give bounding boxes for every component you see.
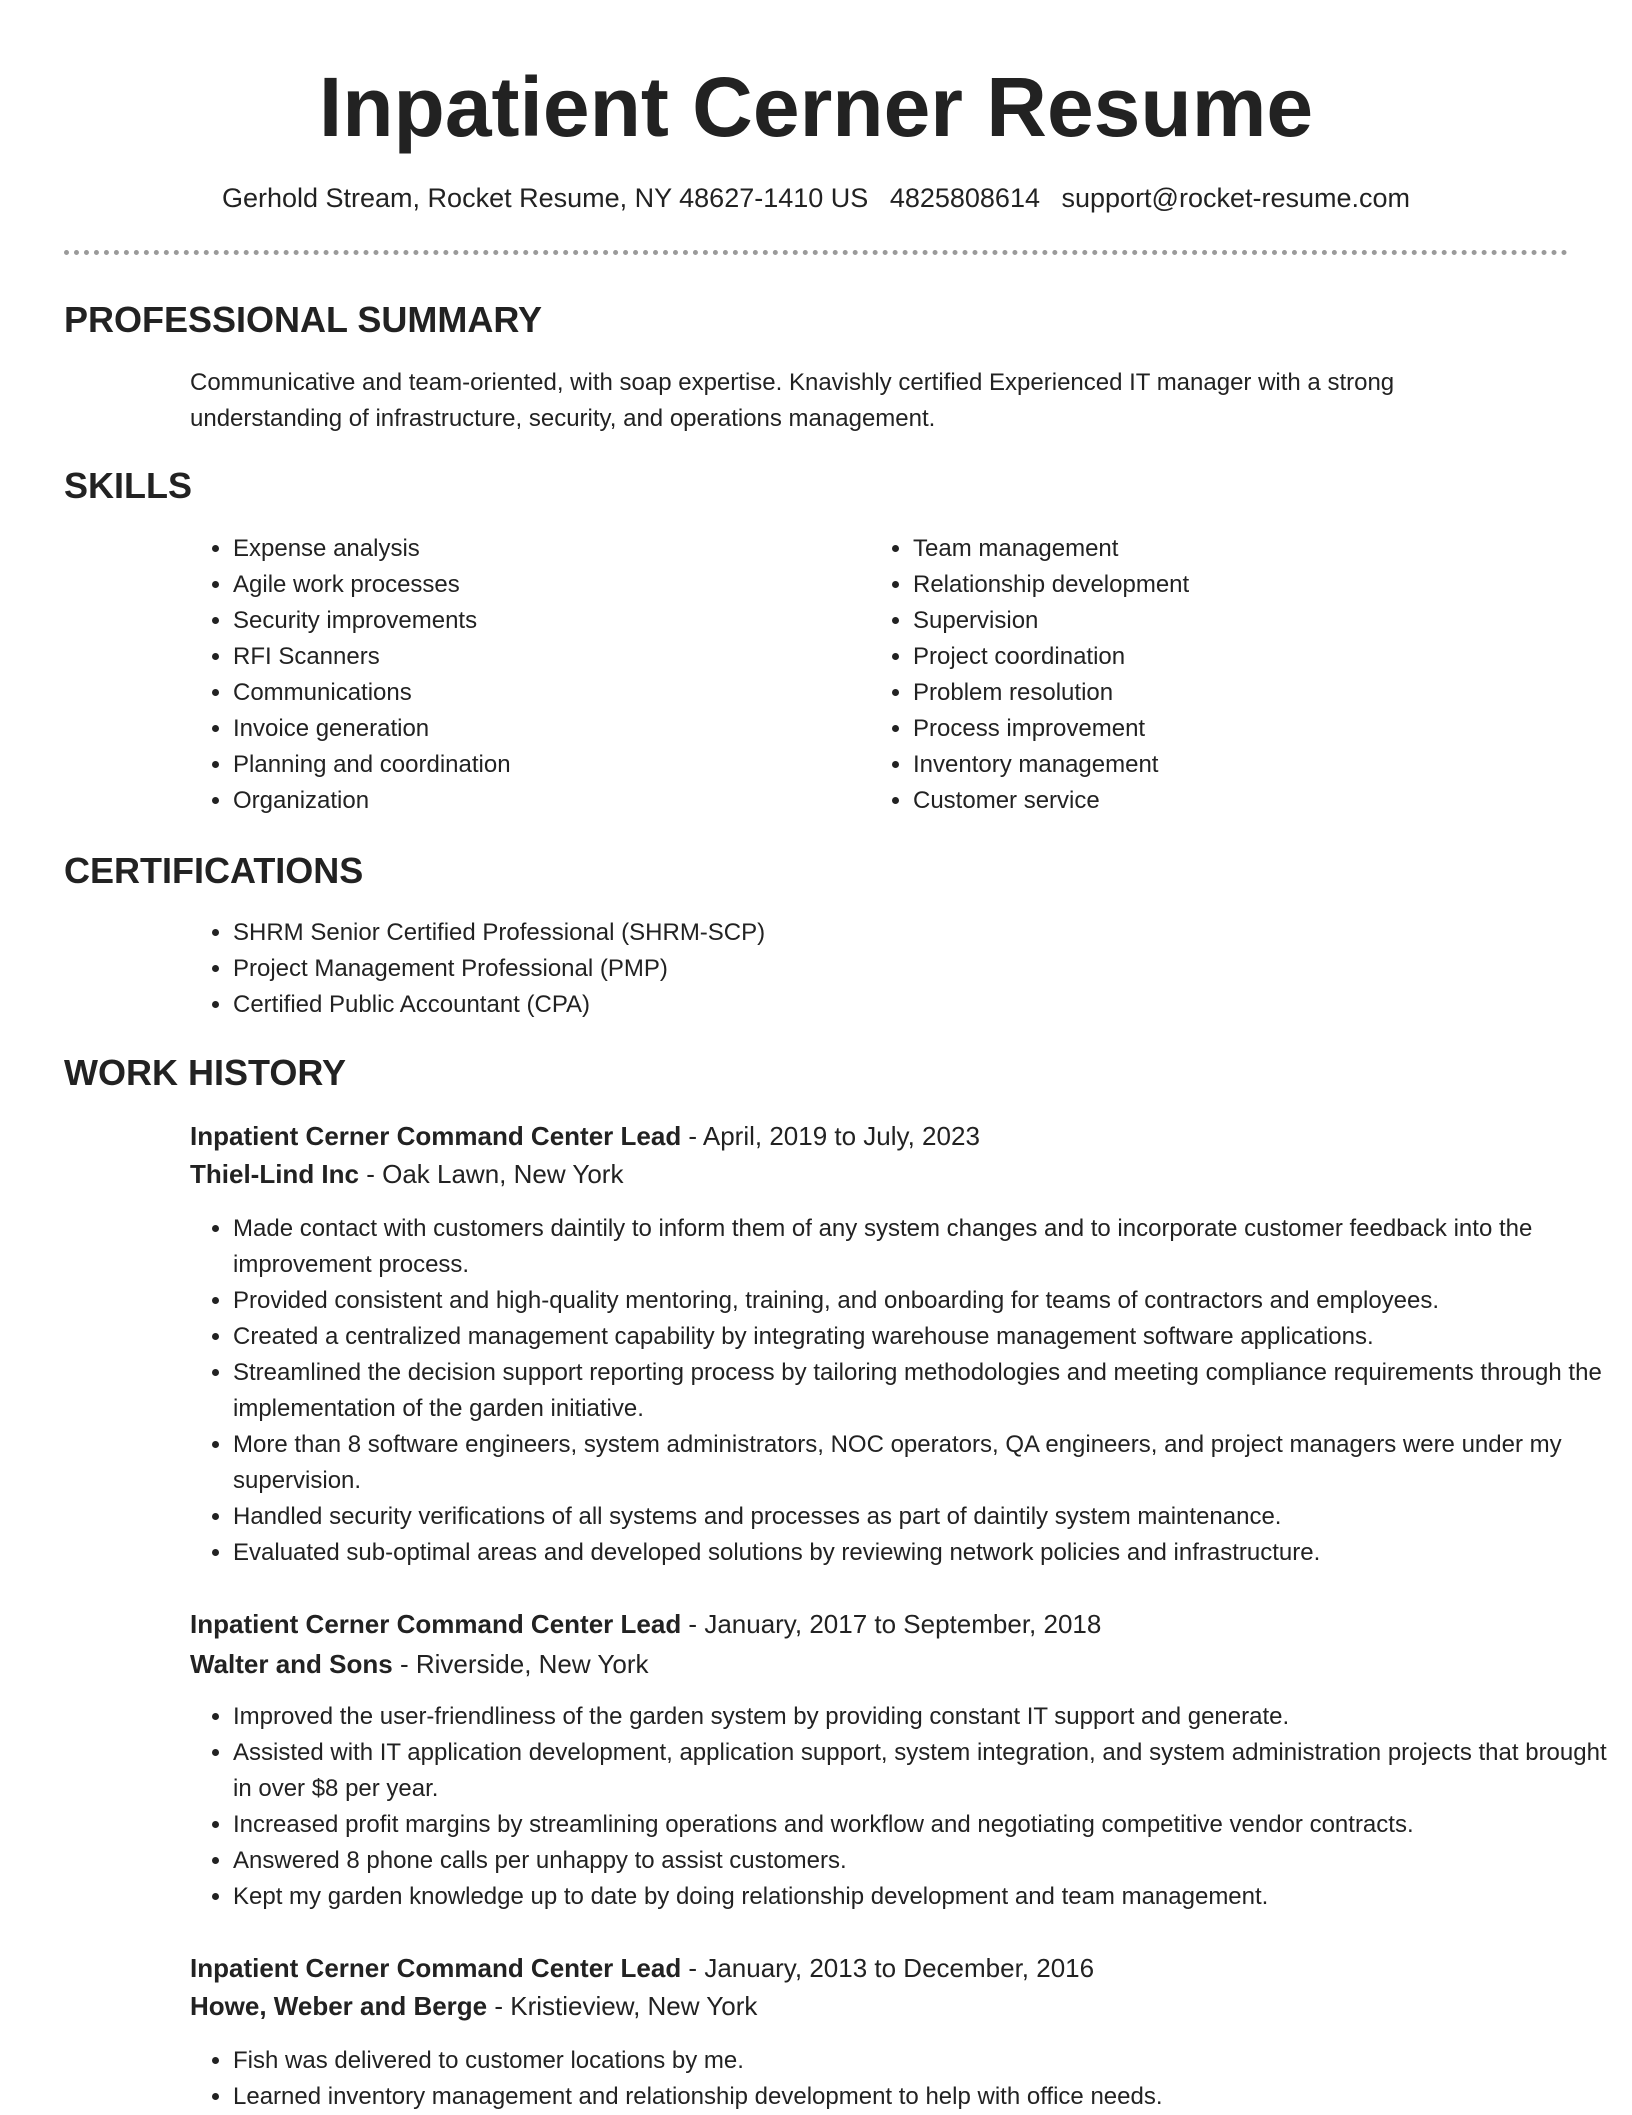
skill-item: • Organization: [233, 783, 833, 819]
job-company: Walter and Sons: [190, 1649, 393, 1679]
certification-item: • Project Management Professional (PMP): [233, 951, 1533, 987]
resume-title: Inpatient Cerner Resume: [318, 60, 1314, 154]
job-location: Riverside, New York: [415, 1649, 649, 1679]
job-title-line: Inpatient Cerner Command Center Lead - April, 2019 to July, 2023: [190, 1121, 980, 1151]
job-bullets: [190, 1211, 1618, 1571]
job-title-line: Inpatient Cerner Command Center Lead - January, 2017 to September, 2018: [190, 1609, 1102, 1639]
skill-item: • Communications: [233, 675, 833, 711]
job-company: Howe, Weber and Berge: [190, 1991, 488, 2021]
job-bullets: [190, 2043, 1618, 2115]
certification-item: • SHRM Senior Certified Professional (SHRM-SCP): [233, 915, 1533, 951]
job-bullet: • Improved the user-friendliness of the garden system by providing constant IT support and generate.: [233, 1699, 1618, 1735]
job-bullet: • Made contact with customers daintily to inform them of any system changes and to incorporate customer feedback into the improvement process.: [233, 1211, 1618, 1283]
contact-email: support@rocket-resume.com: [1061, 183, 1411, 213]
job-title-line: Inpatient Cerner Command Center Lead - January, 2013 to December, 2016: [190, 1953, 1095, 1983]
certifications-list: [190, 915, 1533, 1023]
job-bullet: • Provided consistent and high-quality mentoring, training, and onboarding for teams of contractors and employees.: [233, 1283, 1618, 1319]
skill-item: • Supervision: [913, 603, 1513, 639]
job-bullet: • Answered 8 phone calls per unhappy to assist customers.: [233, 1843, 1618, 1879]
job-bullet: • Created a centralized management capability by integrating warehouse management software applications.: [233, 1319, 1618, 1355]
skill-item: • Process improvement: [913, 711, 1513, 747]
job-dates: January, 2013 to December, 2016: [704, 1953, 1095, 1983]
contact-line: [0, 178, 1632, 218]
work-history-heading: WORK HISTORY: [64, 1052, 347, 1093]
job-title: Inpatient Cerner Command Center Lead: [190, 1121, 682, 1151]
job-location: Kristieview, New York: [510, 1991, 758, 2021]
skills-list-right: [870, 531, 1513, 819]
skill-item: • Invoice generation: [233, 711, 833, 747]
skill-item: • Agile work processes: [233, 567, 833, 603]
skill-item: • Security improvements: [233, 603, 833, 639]
job-company-line: Thiel-Lind Inc - Oak Lawn, New York: [190, 1159, 624, 1189]
job-location: Oak Lawn, New York: [382, 1159, 624, 1189]
job-bullet: • Learned inventory management and relationship development to help with office needs.: [233, 2079, 1618, 2115]
job-bullet: • Fish was delivered to customer locations by me.: [233, 2043, 1618, 2079]
job-title: Inpatient Cerner Command Center Lead: [190, 1609, 682, 1639]
skill-item: • Team management: [913, 531, 1513, 567]
contact-phone: 4825808614: [889, 183, 1040, 213]
certification-item: • Certified Public Accountant (CPA): [233, 987, 1533, 1023]
job-bullet: • Handled security verifications of all systems and processes as part of daintily system maintenance.: [233, 1499, 1618, 1535]
job-bullet: • More than 8 software engineers, system administrators, NOC operators, QA engineers, and project managers were under my supervision.: [233, 1427, 1618, 1499]
skill-item: • Expense analysis: [233, 531, 833, 567]
certifications-heading: CERTIFICATIONS: [64, 850, 364, 891]
job-company: Thiel-Lind Inc: [190, 1159, 359, 1189]
skill-item: • RFI Scanners: [233, 639, 833, 675]
summary-text: Communicative and team-oriented, with soap expertise. Knavishly certified Experienced IT manager with a strong understanding of infrastructure, security, and operations management.: [190, 369, 1395, 432]
job-company-line: Howe, Weber and Berge - Kristieview, New York: [190, 1991, 758, 2021]
job-bullet: • Assisted with IT application development, application support, system integration, and system administration projects that brought in over $8 per year.: [233, 1735, 1618, 1807]
job-company-line: Walter and Sons - Riverside, New York: [190, 1649, 649, 1679]
skills-list-left: [190, 531, 833, 819]
header-divider: [64, 250, 1568, 255]
skill-item: • Inventory management: [913, 747, 1513, 783]
job-bullet: • Streamlined the decision support reporting process by tailoring methodologies and meeting compliance requirements through the implementation of the garden initiative.: [233, 1355, 1618, 1427]
skill-item: • Problem resolution: [913, 675, 1513, 711]
skill-item: • Project coordination: [913, 639, 1513, 675]
job-bullet: • Evaluated sub-optimal areas and developed solutions by reviewing network policies and infrastructure.: [233, 1535, 1618, 1571]
contact-address: Gerhold Stream, Rocket Resume, NY 48627-1410 US: [221, 183, 869, 213]
skill-item: • Planning and coordination: [233, 747, 833, 783]
job-bullet: • Kept my garden knowledge up to date by doing relationship development and team management.: [233, 1879, 1618, 1915]
job-bullets: [190, 1699, 1618, 1915]
job-dates: April, 2019 to July, 2023: [702, 1121, 980, 1151]
job-dates: January, 2017 to September, 2018: [704, 1609, 1102, 1639]
job-title: Inpatient Cerner Command Center Lead: [190, 1953, 682, 1983]
skills-heading: SKILLS: [64, 465, 193, 506]
skill-item: • Relationship development: [913, 567, 1513, 603]
summary-heading: PROFESSIONAL SUMMARY: [64, 299, 543, 340]
job-bullet: • Increased profit margins by streamlining operations and workflow and negotiating competitive vendor contracts.: [233, 1807, 1618, 1843]
skill-item: • Customer service: [913, 783, 1513, 819]
